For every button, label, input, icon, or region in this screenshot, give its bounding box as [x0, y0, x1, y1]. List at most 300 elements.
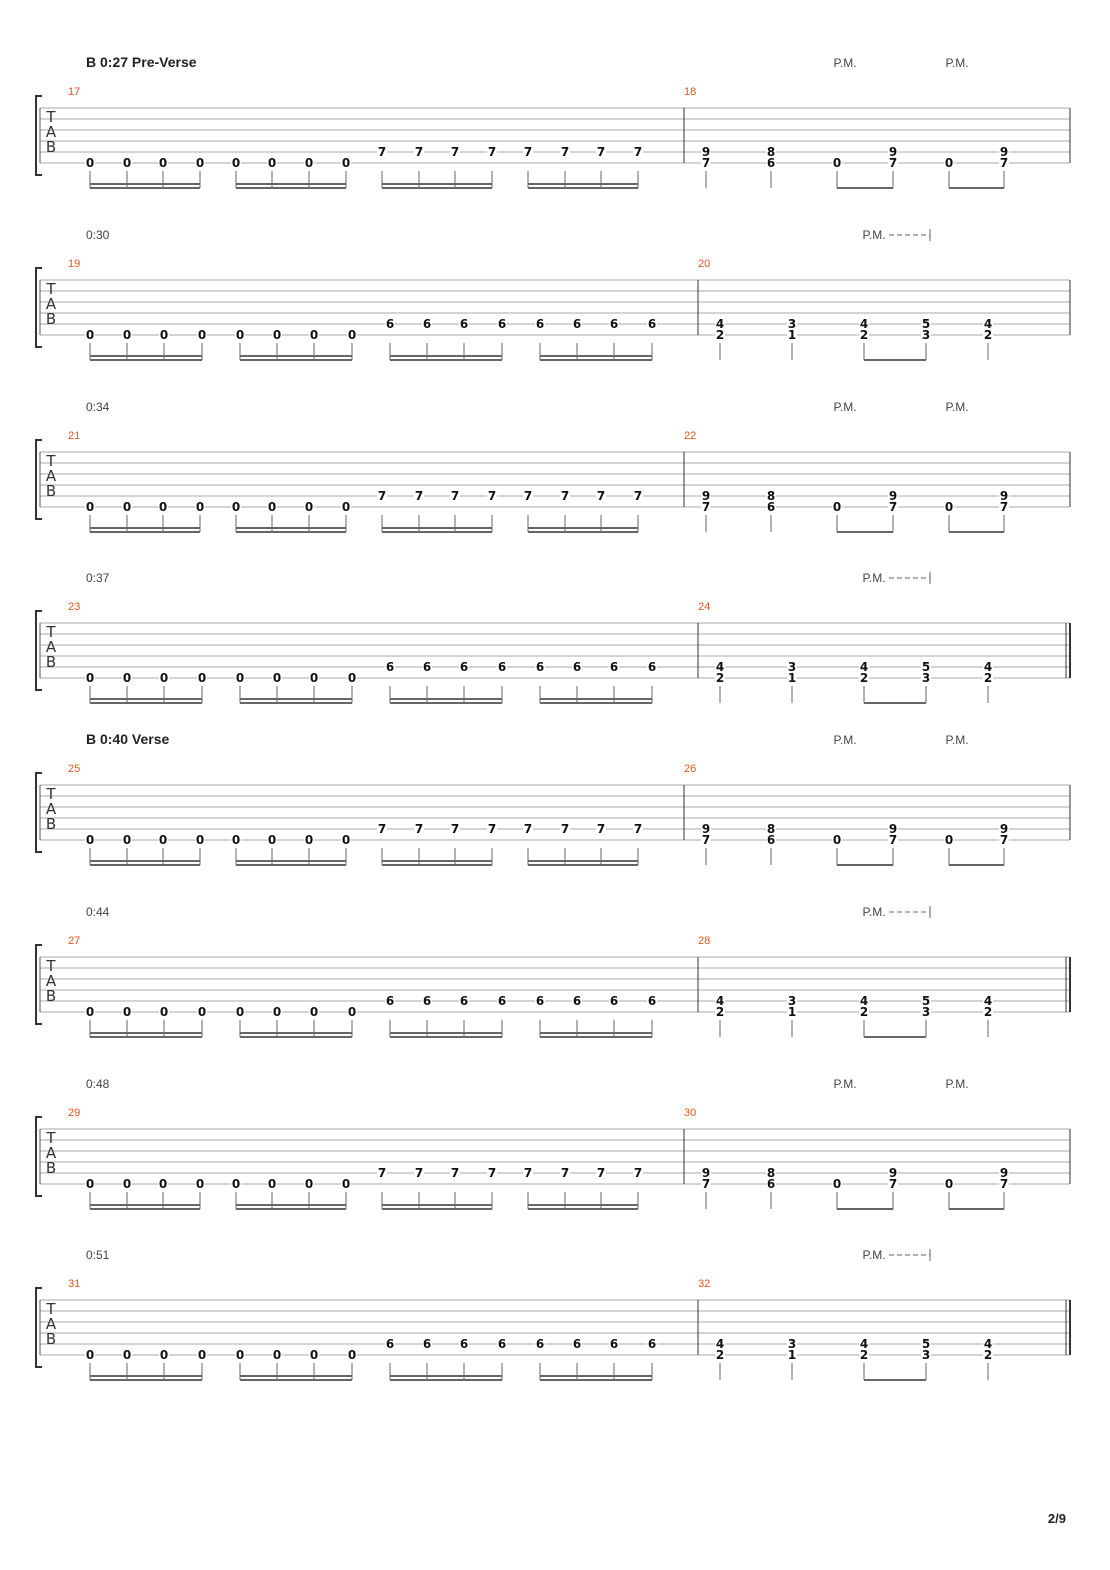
measure-number: 23	[68, 601, 81, 613]
fret-number: 2	[859, 1005, 869, 1019]
fret-number: 0	[195, 1177, 205, 1191]
measure-number: 27	[68, 935, 81, 947]
fret-number: 3	[787, 660, 797, 674]
beam	[540, 1375, 652, 1377]
beam	[390, 355, 502, 357]
beam	[382, 531, 492, 533]
tab-clef-letter: A	[45, 972, 57, 990]
fret-number: 7	[414, 1166, 424, 1180]
fret-number: 7	[633, 1166, 643, 1180]
fret-number: 0	[159, 1005, 169, 1019]
fret-number: 4	[859, 660, 869, 674]
fret-number: 7	[450, 489, 460, 503]
measure-number: 18	[684, 86, 697, 98]
fret-number: 0	[158, 500, 168, 514]
fret-number: 6	[459, 1337, 469, 1351]
fret-number: 3	[921, 1348, 931, 1362]
fret-number: 7	[523, 822, 533, 836]
fret-number: 6	[385, 994, 395, 1008]
tab-system	[36, 400, 1070, 533]
palm-mute-label: P.M.	[945, 400, 969, 414]
fret-number: 2	[983, 1005, 993, 1019]
fret-number: 0	[267, 156, 277, 170]
tab-clef-letter: B	[45, 138, 57, 156]
fret-number: 9	[888, 822, 898, 836]
fret-number: 7	[377, 145, 387, 159]
fret-number: 7	[560, 1166, 570, 1180]
tab-system	[36, 1077, 1070, 1210]
fret-number: 6	[385, 660, 395, 674]
tab-clef-letter: T	[46, 1129, 56, 1147]
fret-number: 0	[122, 500, 132, 514]
measure-number: 25	[68, 763, 81, 775]
fret-number: 0	[159, 671, 169, 685]
fret-number: 5	[921, 994, 931, 1008]
fret-number: 6	[497, 660, 507, 674]
tab-system	[36, 1248, 1070, 1381]
fret-number: 0	[944, 1177, 954, 1191]
fret-number: 6	[609, 1337, 619, 1351]
beam	[949, 1208, 1004, 1210]
fret-number: 2	[983, 1348, 993, 1362]
beam	[90, 864, 200, 866]
fret-number: 1	[787, 1348, 797, 1362]
palm-mute-label: P.M.	[862, 571, 886, 585]
fret-number: 7	[888, 833, 898, 847]
fret-number: 7	[450, 145, 460, 159]
tab-clef	[45, 280, 56, 328]
tab-clef-letter: A	[45, 1315, 57, 1333]
fret-number: 4	[983, 994, 993, 1008]
fret-number: 9	[701, 145, 711, 159]
beam	[240, 1379, 352, 1381]
fret-number: 6	[609, 317, 619, 331]
beam	[382, 864, 492, 866]
fret-number: 7	[487, 489, 497, 503]
beam	[540, 355, 652, 357]
fret-number: 0	[267, 500, 277, 514]
beam	[90, 183, 200, 185]
beam	[528, 1208, 638, 1210]
fret-number: 6	[422, 994, 432, 1008]
tab-clef-letter: A	[45, 295, 57, 313]
fret-number: 7	[377, 1166, 387, 1180]
fret-number: 0	[122, 1348, 132, 1362]
fret-number: 9	[999, 145, 1009, 159]
fret-number: 0	[235, 1005, 245, 1019]
beam	[390, 1032, 502, 1034]
fret-number: 0	[272, 671, 282, 685]
beam	[382, 187, 492, 189]
beam	[90, 1208, 200, 1210]
beam	[864, 702, 926, 704]
fret-number: 0	[304, 1177, 314, 1191]
beam	[540, 1036, 652, 1038]
fret-number: 4	[983, 317, 993, 331]
beam	[382, 860, 492, 862]
fret-number: 7	[999, 156, 1009, 170]
fret-number: 5	[921, 317, 931, 331]
fret-number: 0	[944, 156, 954, 170]
fret-number: 0	[122, 671, 132, 685]
tab-clef-letter: T	[46, 623, 56, 641]
fret-number: 4	[859, 317, 869, 331]
beam	[236, 531, 346, 533]
fret-number: 0	[231, 1177, 241, 1191]
beam	[236, 527, 346, 529]
beam	[90, 860, 200, 862]
measure-number: 30	[684, 1107, 697, 1119]
fret-number: 9	[999, 489, 1009, 503]
fret-number: 6	[647, 994, 657, 1008]
beam	[528, 187, 638, 189]
fret-number: 9	[999, 822, 1009, 836]
fret-number: 2	[715, 671, 725, 685]
tab-system	[36, 731, 1070, 866]
fret-number: 0	[159, 328, 169, 342]
measure-number: 32	[698, 1278, 711, 1290]
fret-number: 0	[272, 1005, 282, 1019]
beam	[390, 359, 502, 361]
beam	[240, 1036, 352, 1038]
fret-number: 0	[341, 1177, 351, 1191]
measure-number: 19	[68, 258, 81, 270]
fret-number: 4	[715, 1337, 725, 1351]
beam	[390, 698, 502, 700]
section-label: B 0:40 Verse	[86, 731, 170, 747]
palm-mute-label: P.M.	[833, 400, 857, 414]
fret-number: 0	[85, 500, 95, 514]
fret-number: 6	[459, 994, 469, 1008]
fret-number: 7	[633, 822, 643, 836]
fret-number: 0	[195, 833, 205, 847]
beam	[864, 359, 926, 361]
timestamp-label: 0:51	[86, 1248, 110, 1262]
fret-number: 0	[85, 671, 95, 685]
tab-clef-letter: B	[45, 815, 57, 833]
fret-number: 0	[197, 328, 207, 342]
fret-number: 7	[523, 145, 533, 159]
beam	[382, 183, 492, 185]
fret-number: 0	[85, 156, 95, 170]
fret-number: 0	[195, 500, 205, 514]
fret-number: 0	[944, 500, 954, 514]
fret-number: 6	[766, 500, 776, 514]
fret-number: 7	[596, 1166, 606, 1180]
fret-number: 0	[235, 1348, 245, 1362]
fret-number: 0	[832, 1177, 842, 1191]
tab-system	[36, 571, 1070, 704]
beam	[540, 702, 652, 704]
tab-clef-letter: B	[45, 1159, 57, 1177]
beam	[90, 355, 202, 357]
beam	[240, 355, 352, 357]
fret-number: 6	[647, 317, 657, 331]
fret-number: 3	[921, 1005, 931, 1019]
tab-clef-letter: A	[45, 467, 57, 485]
beam	[236, 187, 346, 189]
beam	[236, 1208, 346, 1210]
measure-number: 31	[68, 1278, 81, 1290]
fret-number: 0	[341, 156, 351, 170]
fret-number: 0	[304, 833, 314, 847]
timestamp-label: 0:34	[86, 400, 110, 414]
beam	[528, 531, 638, 533]
fret-number: 7	[377, 822, 387, 836]
fret-number: 7	[888, 156, 898, 170]
fret-number: 9	[701, 1166, 711, 1180]
fret-number: 2	[715, 328, 725, 342]
fret-number: 7	[560, 822, 570, 836]
fret-number: 4	[715, 660, 725, 674]
beam	[540, 1032, 652, 1034]
tab-clef	[45, 452, 56, 500]
timestamp-label: 0:37	[86, 571, 110, 585]
fret-number: 0	[197, 1005, 207, 1019]
fret-number: 6	[459, 660, 469, 674]
beam	[90, 527, 200, 529]
fret-number: 6	[572, 1337, 582, 1351]
page-number: 2/9	[1047, 1511, 1066, 1526]
fret-number: 4	[983, 660, 993, 674]
fret-number: 7	[414, 145, 424, 159]
fret-number: 7	[701, 833, 711, 847]
fret-number: 0	[272, 328, 282, 342]
beam	[382, 1208, 492, 1210]
tab-clef-letter: T	[46, 108, 56, 126]
fret-number: 1	[787, 1005, 797, 1019]
fret-number: 7	[487, 145, 497, 159]
fret-number: 0	[304, 500, 314, 514]
timestamp-label: 0:48	[86, 1077, 110, 1091]
fret-number: 2	[859, 671, 869, 685]
fret-number: 6	[497, 1337, 507, 1351]
beam	[864, 1036, 926, 1038]
beam	[90, 698, 202, 700]
tab-clef-letter: B	[45, 653, 57, 671]
fret-number: 6	[535, 994, 545, 1008]
fret-number: 0	[347, 1348, 357, 1362]
tab-clef-letter: B	[45, 310, 57, 328]
fret-number: 0	[304, 156, 314, 170]
beam	[90, 531, 200, 533]
fret-number: 5	[921, 1337, 931, 1351]
fret-number: 4	[859, 994, 869, 1008]
fret-number: 6	[385, 1337, 395, 1351]
beam	[949, 187, 1004, 189]
palm-mute-label: P.M.	[945, 733, 969, 747]
fret-number: 0	[231, 156, 241, 170]
fret-number: 9	[999, 1166, 1009, 1180]
measure-number: 21	[68, 430, 81, 442]
fret-number: 0	[832, 500, 842, 514]
beam	[240, 702, 352, 704]
fret-number: 0	[309, 328, 319, 342]
fret-number: 6	[459, 317, 469, 331]
beam	[528, 860, 638, 862]
fret-number: 0	[85, 1005, 95, 1019]
fret-number: 0	[195, 156, 205, 170]
tab-clef	[45, 957, 56, 1005]
fret-number: 2	[983, 328, 993, 342]
beam	[90, 1204, 200, 1206]
measure-number: 26	[684, 763, 697, 775]
tab-clef	[45, 623, 56, 671]
fret-number: 7	[701, 500, 711, 514]
beam	[90, 1036, 202, 1038]
fret-number: 6	[609, 660, 619, 674]
fret-number: 0	[309, 1005, 319, 1019]
palm-mute-label: P.M.	[862, 905, 886, 919]
fret-number: 7	[523, 489, 533, 503]
measure-number: 22	[684, 430, 697, 442]
palm-mute-label: P.M.	[862, 1248, 886, 1262]
fret-number: 9	[701, 822, 711, 836]
fret-number: 6	[422, 660, 432, 674]
fret-number: 0	[122, 1177, 132, 1191]
fret-number: 0	[122, 833, 132, 847]
fret-number: 7	[633, 145, 643, 159]
fret-number: 6	[535, 317, 545, 331]
fret-number: 0	[832, 833, 842, 847]
fret-number: 7	[414, 822, 424, 836]
fret-number: 0	[944, 833, 954, 847]
beam	[390, 1036, 502, 1038]
fret-number: 3	[787, 317, 797, 331]
measure-number: 20	[698, 258, 711, 270]
beam	[390, 1375, 502, 1377]
beam	[390, 702, 502, 704]
fret-number: 3	[787, 994, 797, 1008]
beam	[236, 1204, 346, 1206]
measure-number: 28	[698, 935, 711, 947]
fret-number: 4	[715, 994, 725, 1008]
beam	[236, 860, 346, 862]
beam	[382, 1204, 492, 1206]
fret-number: 3	[921, 671, 931, 685]
beam	[90, 1032, 202, 1034]
fret-number: 0	[158, 833, 168, 847]
fret-number: 7	[999, 1177, 1009, 1191]
fret-number: 2	[715, 1348, 725, 1362]
tab-clef-letter: T	[46, 785, 56, 803]
fret-number: 7	[596, 489, 606, 503]
beam	[528, 183, 638, 185]
tab-clef-letter: A	[45, 1144, 57, 1162]
fret-number: 0	[197, 671, 207, 685]
fret-number: 6	[572, 994, 582, 1008]
beam	[90, 1375, 202, 1377]
fret-number: 6	[647, 660, 657, 674]
fret-number: 2	[859, 328, 869, 342]
timestamp-label: 0:30	[86, 228, 110, 242]
fret-number: 8	[766, 822, 776, 836]
tab-system	[36, 905, 1070, 1038]
fret-number: 7	[888, 1177, 898, 1191]
tab-clef-letter: A	[45, 800, 57, 818]
fret-number: 9	[888, 1166, 898, 1180]
palm-mute-label: P.M.	[945, 1077, 969, 1091]
beam	[528, 864, 638, 866]
tab-clef-letter: T	[46, 1300, 56, 1318]
beam	[240, 359, 352, 361]
fret-number: 0	[341, 500, 351, 514]
fret-number: 7	[487, 822, 497, 836]
fret-number: 0	[267, 1177, 277, 1191]
tab-clef-letter: A	[45, 638, 57, 656]
fret-number: 0	[347, 671, 357, 685]
fret-number: 9	[701, 489, 711, 503]
tab-clef	[45, 108, 56, 156]
fret-number: 0	[85, 328, 95, 342]
fret-number: 0	[158, 156, 168, 170]
fret-number: 6	[572, 317, 582, 331]
fret-number: 6	[766, 156, 776, 170]
fret-number: 0	[197, 1348, 207, 1362]
fret-number: 0	[158, 1177, 168, 1191]
fret-number: 7	[450, 1166, 460, 1180]
fret-number: 2	[859, 1348, 869, 1362]
fret-number: 7	[999, 833, 1009, 847]
fret-number: 7	[377, 489, 387, 503]
fret-number: 0	[309, 671, 319, 685]
fret-number: 6	[422, 1337, 432, 1351]
beam	[90, 1379, 202, 1381]
fret-number: 1	[787, 328, 797, 342]
fret-number: 9	[888, 489, 898, 503]
beam	[390, 1379, 502, 1381]
fret-number: 6	[766, 1177, 776, 1191]
palm-mute-label: P.M.	[833, 733, 857, 747]
fret-number: 0	[85, 833, 95, 847]
fret-number: 0	[309, 1348, 319, 1362]
measure-number: 29	[68, 1107, 81, 1119]
fret-number: 8	[766, 145, 776, 159]
fret-number: 7	[560, 145, 570, 159]
fret-number: 7	[701, 156, 711, 170]
beam	[540, 1379, 652, 1381]
fret-number: 4	[715, 317, 725, 331]
beam	[240, 698, 352, 700]
fret-number: 0	[159, 1348, 169, 1362]
fret-number: 6	[385, 317, 395, 331]
fret-number: 0	[85, 1348, 95, 1362]
fret-number: 0	[832, 156, 842, 170]
beam	[540, 698, 652, 700]
beam	[240, 1032, 352, 1034]
tab-clef-letter: T	[46, 957, 56, 975]
fret-number: 7	[523, 1166, 533, 1180]
tab-clef-letter: B	[45, 987, 57, 1005]
beam	[382, 527, 492, 529]
fret-number: 2	[983, 671, 993, 685]
fret-number: 5	[921, 660, 931, 674]
fret-number: 6	[535, 660, 545, 674]
beam	[540, 359, 652, 361]
fret-number: 0	[272, 1348, 282, 1362]
fret-number: 7	[701, 1177, 711, 1191]
fret-number: 0	[347, 1005, 357, 1019]
tab-system	[36, 228, 1070, 361]
fret-number: 4	[859, 1337, 869, 1351]
fret-number: 6	[572, 660, 582, 674]
fret-number: 1	[787, 671, 797, 685]
fret-number: 0	[122, 328, 132, 342]
fret-number: 0	[122, 156, 132, 170]
fret-number: 6	[497, 317, 507, 331]
beam	[864, 1379, 926, 1381]
tab-clef	[45, 1129, 56, 1177]
